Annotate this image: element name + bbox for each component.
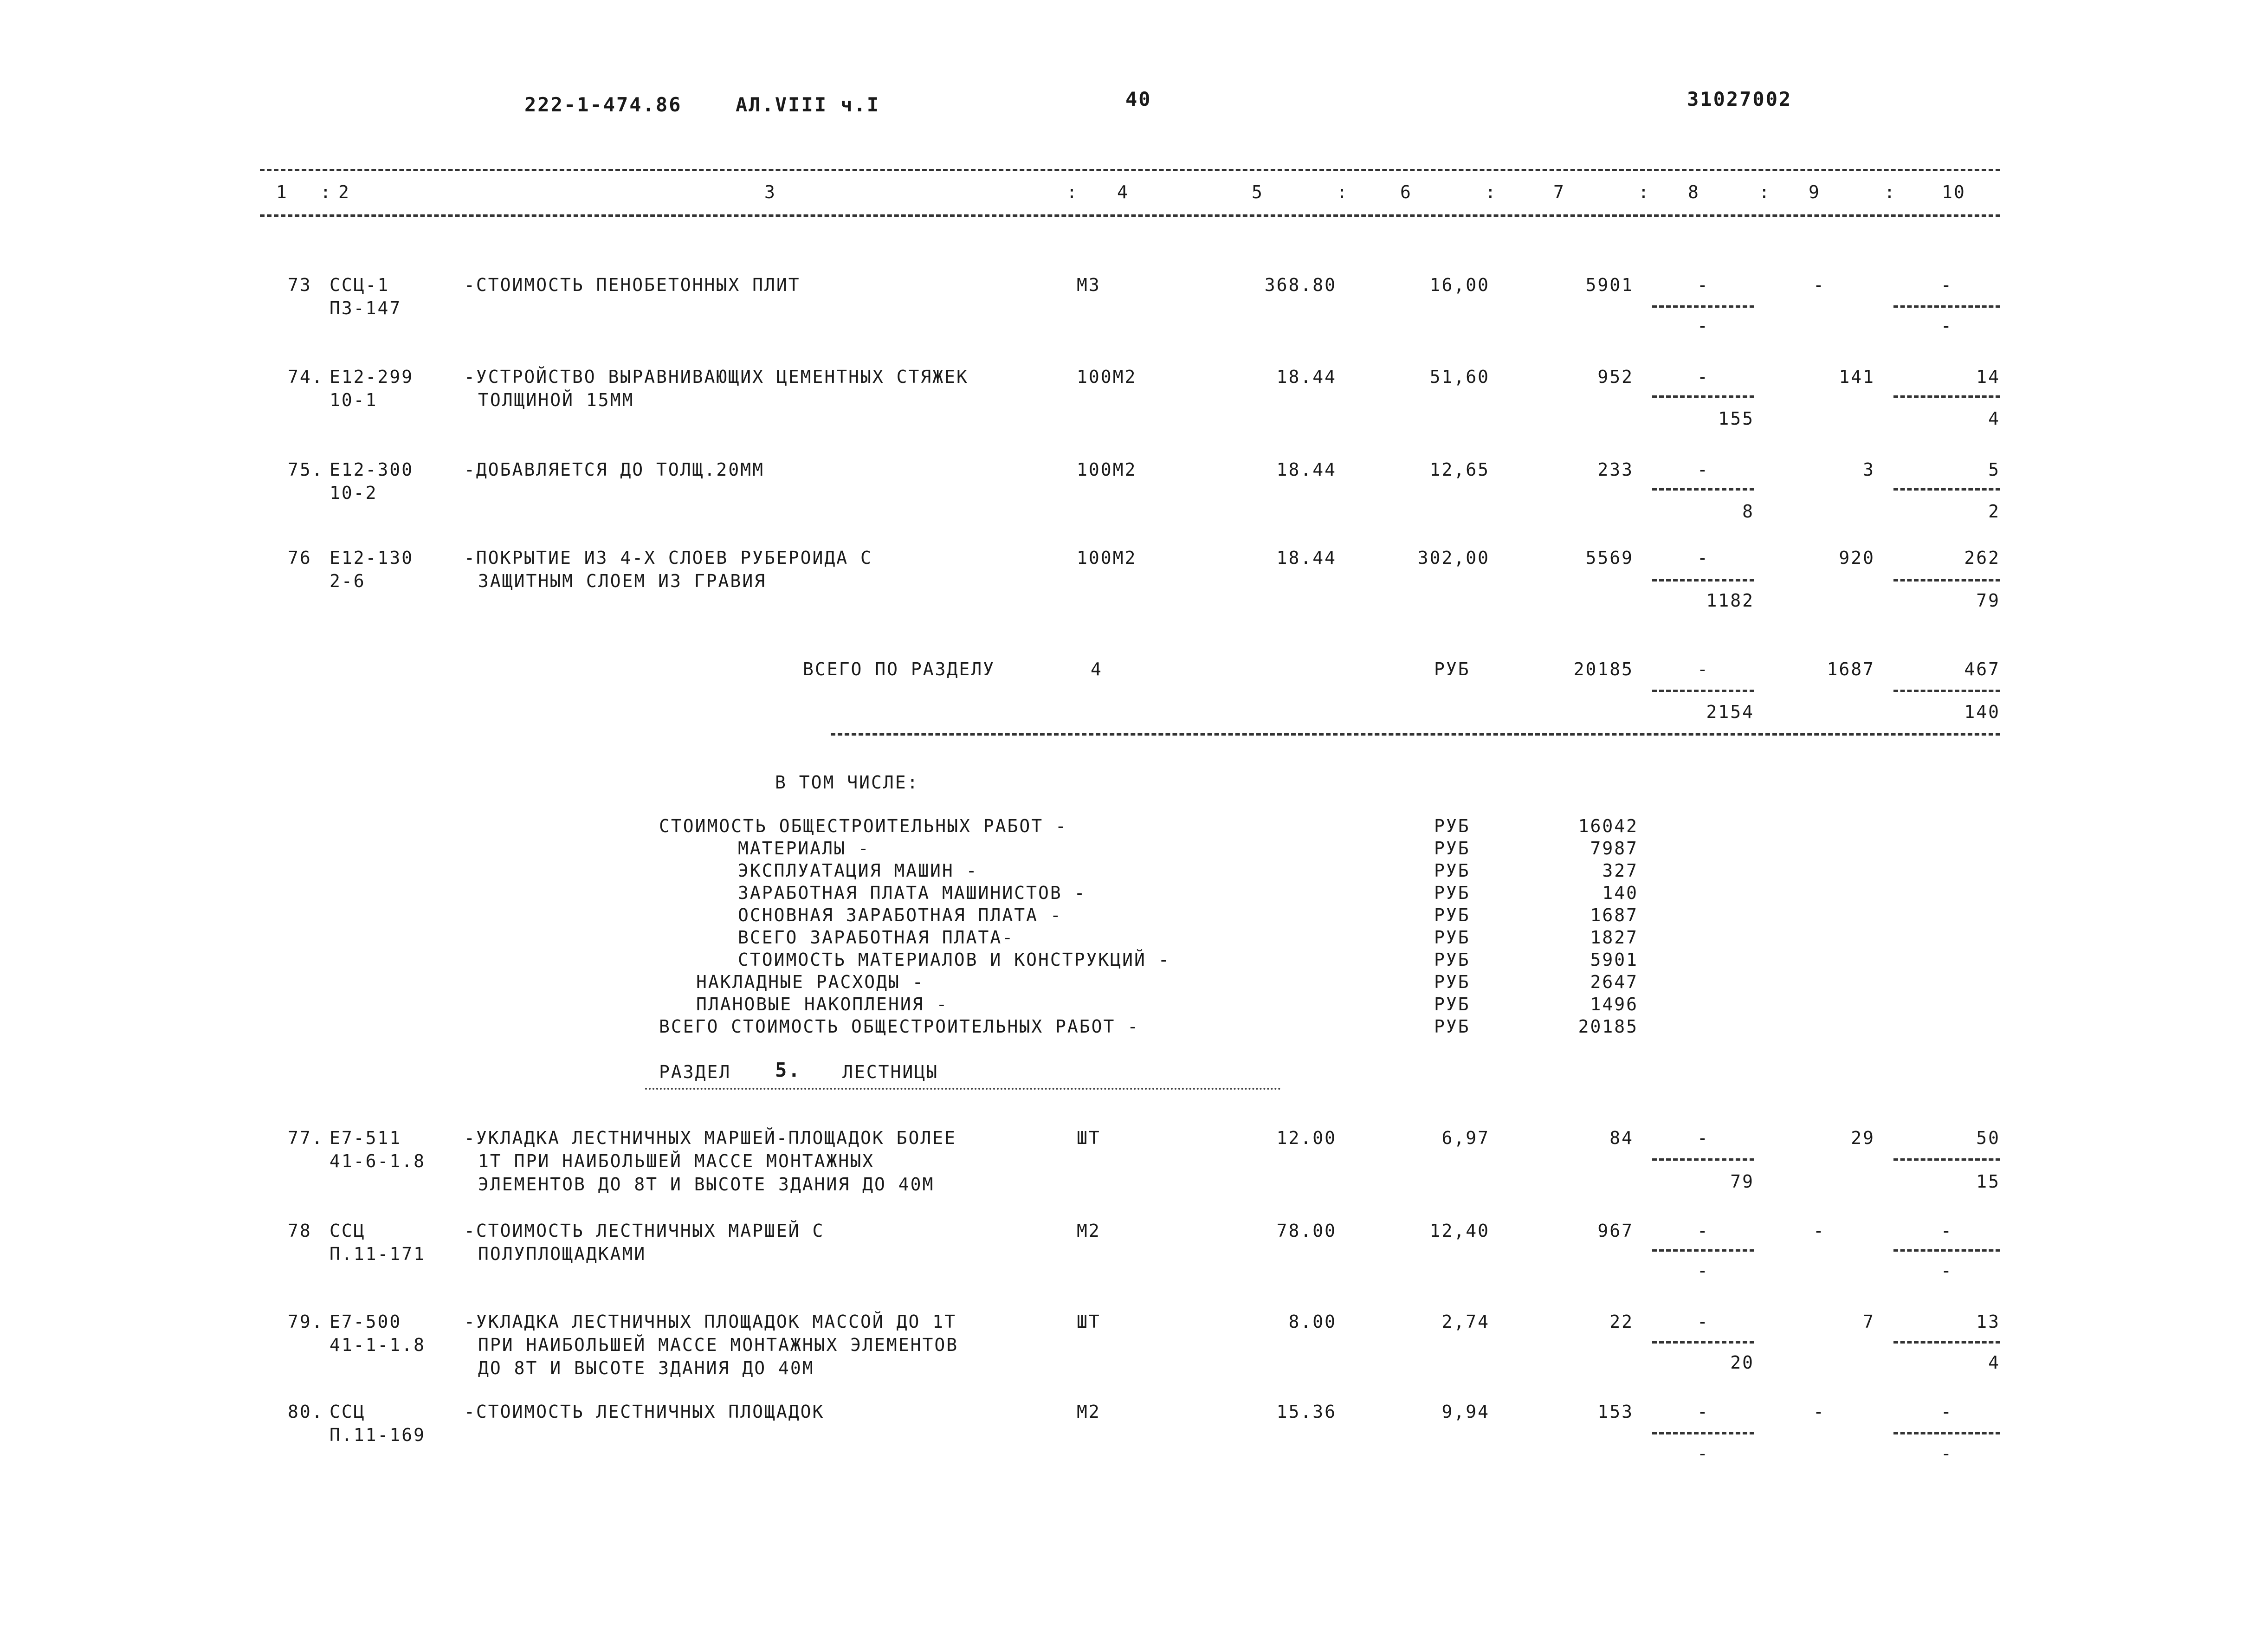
col-header-1: 1 bbox=[276, 182, 288, 202]
breakdown-value: 16042 bbox=[1578, 816, 1638, 836]
row-number: 79. bbox=[288, 1311, 324, 1332]
row-unit: М2 bbox=[1077, 1402, 1101, 1422]
row-code: Е12-299 bbox=[330, 367, 414, 387]
row-description: -УКЛАДКА ЛЕСТНИЧНЫХ МАРШЕЙ-ПЛОЩАДОК БОЛЕЕ bbox=[464, 1128, 956, 1148]
row-col10-bottom: 15 bbox=[1976, 1171, 2000, 1192]
col-header-7: 7 bbox=[1553, 182, 1565, 202]
row-quantity: 78.00 bbox=[1276, 1221, 1337, 1241]
row-col9: 3 bbox=[1863, 459, 1875, 480]
row-col9: 29 bbox=[1851, 1128, 1875, 1148]
row-col10-top: - bbox=[1941, 1402, 1953, 1422]
row-code: ССЦ-1 bbox=[330, 275, 390, 295]
row-quantity: 12.00 bbox=[1276, 1128, 1337, 1148]
breakdown-label: СТОИМОСТЬ ОБЩЕСТРОИТЕЛЬНЫХ РАБОТ - bbox=[659, 816, 1067, 836]
row-col8-bottom: - bbox=[1697, 1260, 1709, 1281]
row-col8-top: - bbox=[1697, 1311, 1709, 1332]
col-header-2: 2 bbox=[338, 182, 350, 202]
row-number: 74. bbox=[288, 367, 324, 387]
row-description-line2: ТОЛЩИНОЙ 15ММ bbox=[478, 390, 634, 410]
row-total: 967 bbox=[1597, 1221, 1634, 1241]
cell-divider bbox=[1893, 1158, 2000, 1161]
row-col10-bottom: 2 bbox=[1988, 501, 2000, 522]
row-col8-bottom: 79 bbox=[1730, 1171, 1754, 1192]
row-code: Е7-500 bbox=[330, 1311, 402, 1332]
row-quantity: 18.44 bbox=[1276, 548, 1337, 568]
cell-divider bbox=[1652, 488, 1754, 491]
col-separator: : bbox=[1337, 182, 1349, 202]
row-total: 22 bbox=[1609, 1311, 1634, 1332]
row-quantity: 18.44 bbox=[1276, 367, 1337, 387]
breakdown-unit: РУБ bbox=[1434, 972, 1470, 992]
breakdown-value: 1687 bbox=[1590, 905, 1638, 925]
row-code: Е7-511 bbox=[330, 1128, 402, 1148]
col-header-8: 8 bbox=[1688, 182, 1700, 202]
row-description: -УСТРОЙСТВО ВЫРАВНИВАЮЩИХ ЦЕМЕНТНЫХ СТЯЖЕК bbox=[464, 367, 969, 387]
section-total-number: 4 bbox=[1091, 659, 1103, 679]
row-unit-price: 6,97 bbox=[1441, 1128, 1490, 1148]
breakdown-label: НАКЛАДНЫЕ РАСХОДЫ - bbox=[696, 972, 924, 992]
row-description-line2: 1Т ПРИ НАИБОЛЬШЕЙ МАССЕ МОНТАЖНЫХ bbox=[478, 1151, 874, 1171]
row-description-line2: ЗАЩИТНЫМ СЛОЕМ ИЗ ГРАВИЯ bbox=[478, 571, 767, 591]
row-description: -СТОИМОСТЬ ПЕНОБЕТОННЫХ ПЛИТ bbox=[464, 275, 801, 295]
col-header-10: 10 bbox=[1942, 182, 1966, 202]
row-number: 76 bbox=[288, 548, 312, 568]
row-code: Е12-300 bbox=[330, 459, 414, 480]
row-total: 5569 bbox=[1585, 548, 1634, 568]
breakdown-unit: РУБ bbox=[1434, 927, 1470, 948]
section-heading-underline bbox=[645, 1088, 1281, 1090]
cell-divider bbox=[1893, 395, 2000, 398]
breakdown-label: СТОИМОСТЬ МАТЕРИАЛОВ И КОНСТРУКЦИЙ - bbox=[738, 950, 1170, 970]
row-col8-bottom: - bbox=[1697, 1443, 1709, 1464]
row-unit-price: 12,40 bbox=[1429, 1221, 1490, 1241]
cell-divider bbox=[1893, 1249, 2000, 1252]
cell-divider bbox=[1652, 579, 1754, 581]
col-header-4: 4 bbox=[1117, 182, 1129, 202]
breakdown-unit: РУБ bbox=[1434, 860, 1470, 881]
cell-divider bbox=[1893, 690, 2000, 692]
row-description: -ПОКРЫТИЕ ИЗ 4-Х СЛОЕВ РУБЕРОИДА С bbox=[464, 548, 872, 568]
row-col9: 920 bbox=[1839, 548, 1875, 568]
row-quantity: 15.36 bbox=[1276, 1402, 1337, 1422]
row-number: 75. bbox=[288, 459, 324, 480]
row-quantity: 18.44 bbox=[1276, 459, 1337, 480]
row-unit: ШТ bbox=[1077, 1128, 1101, 1148]
row-code-sub: ПЗ-147 bbox=[330, 298, 402, 318]
page-number: 40 bbox=[1125, 88, 1152, 110]
cell-divider bbox=[1652, 1158, 1754, 1161]
breakdown-label: МАТЕРИАЛЫ - bbox=[738, 838, 870, 859]
including-label: В ТОМ ЧИСЛЕ: bbox=[775, 772, 919, 793]
row-number: 80. bbox=[288, 1402, 324, 1422]
row-code-sub: 10-2 bbox=[330, 483, 378, 503]
row-unit-price: 9,94 bbox=[1441, 1402, 1490, 1422]
row-col10-top: 262 bbox=[1964, 548, 2000, 568]
breakdown-unit: РУБ bbox=[1434, 838, 1470, 859]
breakdown-label: ЗАРАБОТНАЯ ПЛАТА МАШИНИСТОВ - bbox=[738, 883, 1086, 903]
row-code-sub: П.11-169 bbox=[330, 1425, 426, 1445]
row-code: Е12-130 bbox=[330, 548, 414, 568]
row-unit: М3 bbox=[1077, 275, 1101, 295]
row-col10-top: - bbox=[1941, 275, 1953, 295]
breakdown-unit: РУБ bbox=[1434, 883, 1470, 903]
row-code-sub: 10-1 bbox=[330, 390, 378, 410]
row-description: -УКЛАДКА ЛЕСТНИЧНЫХ ПЛОЩАДОК МАССОЙ ДО 1Т bbox=[464, 1311, 956, 1332]
breakdown-value: 327 bbox=[1602, 860, 1638, 881]
row-number: 73 bbox=[288, 275, 312, 295]
breakdown-value: 1496 bbox=[1590, 994, 1638, 1014]
row-col10-top: 14 bbox=[1976, 367, 2000, 387]
section-heading-title: ЛЕСТНИЦЫ bbox=[842, 1062, 939, 1082]
col-separator: : bbox=[1066, 182, 1079, 202]
row-number: 78 bbox=[288, 1221, 312, 1241]
row-description-line3: ЭЛЕМЕНТОВ ДО 8Т И ВЫСОТЕ ЗДАНИЯ ДО 40М bbox=[478, 1174, 935, 1195]
row-unit-price: 302,00 bbox=[1417, 548, 1490, 568]
cell-divider bbox=[1893, 579, 2000, 581]
row-col10-top: 5 bbox=[1988, 459, 2000, 480]
breakdown-label: ВСЕГО ЗАРАБОТНАЯ ПЛАТА- bbox=[738, 927, 1014, 948]
row-unit-price: 12,65 bbox=[1429, 459, 1490, 480]
breakdown-unit: РУБ bbox=[1434, 994, 1470, 1014]
breakdown-value: 20185 bbox=[1578, 1016, 1638, 1037]
section-total-label: ВСЕГО ПО РАЗДЕЛУ bbox=[803, 659, 995, 679]
row-col8-top: - bbox=[1697, 367, 1709, 387]
row-col10-bottom: 4 bbox=[1988, 408, 2000, 429]
cell-divider bbox=[1652, 1249, 1754, 1252]
section-total-col8-bottom: 2154 bbox=[1706, 702, 1754, 722]
breakdown-unit: РУБ bbox=[1434, 950, 1470, 970]
album-label: АЛ.VIII ч.I bbox=[736, 93, 880, 116]
row-code: ССЦ bbox=[330, 1221, 366, 1241]
row-col10-top: 13 bbox=[1976, 1311, 2000, 1332]
breakdown-unit: РУБ bbox=[1434, 816, 1470, 836]
row-code: ССЦ bbox=[330, 1402, 366, 1422]
breakdown-value: 2647 bbox=[1590, 972, 1638, 992]
row-unit: 100М2 bbox=[1077, 548, 1137, 568]
row-quantity: 368.80 bbox=[1264, 275, 1337, 295]
row-unit-price: 16,00 bbox=[1429, 275, 1490, 295]
row-col8-bottom: 8 bbox=[1742, 501, 1754, 522]
section-total-sum: 20185 bbox=[1573, 659, 1634, 679]
row-code-sub: П.11-171 bbox=[330, 1244, 426, 1264]
row-description-line3: ДО 8Т И ВЫСОТЕ ЗДАНИЯ ДО 40М bbox=[478, 1358, 814, 1378]
breakdown-label: ПЛАНОВЫЕ НАКОПЛЕНИЯ - bbox=[696, 994, 949, 1014]
section-total-col10-top: 467 bbox=[1964, 659, 2000, 679]
breakdown-value: 1827 bbox=[1590, 927, 1638, 948]
row-code-sub: 2-6 bbox=[330, 571, 366, 591]
cell-divider bbox=[1652, 305, 1754, 308]
row-description: -СТОИМОСТЬ ЛЕСТНИЧНЫХ ПЛОЩАДОК bbox=[464, 1402, 825, 1422]
cell-divider bbox=[1652, 690, 1754, 692]
row-unit: М2 bbox=[1077, 1221, 1101, 1241]
row-description-line2: ПРИ НАИБОЛЬШЕЙ МАССЕ МОНТАЖНЫХ ЭЛЕМЕНТОВ bbox=[478, 1335, 959, 1355]
col-separator: : bbox=[1638, 182, 1650, 202]
row-col8-top: - bbox=[1697, 1128, 1709, 1148]
row-col9: 141 bbox=[1839, 367, 1875, 387]
section-total-col8-top: - bbox=[1697, 659, 1709, 679]
row-description: -ДОБАВЛЯЕТСЯ ДО ТОЛЩ.20ММ bbox=[464, 459, 764, 480]
section-heading-label: РАЗДЕЛ bbox=[659, 1062, 731, 1082]
breakdown-label: ОСНОВНАЯ ЗАРАБОТНАЯ ПЛАТА - bbox=[738, 905, 1062, 925]
breakdown-unit: РУБ bbox=[1434, 1016, 1470, 1037]
section-total-unit: РУБ bbox=[1434, 659, 1470, 679]
section-total-rule bbox=[831, 733, 2000, 736]
document-code: 222-1-474.86 bbox=[524, 93, 682, 116]
row-col10-bottom: - bbox=[1941, 1443, 1953, 1464]
breakdown-label: ЭКСПЛУАТАЦИЯ МАШИН - bbox=[738, 860, 978, 881]
row-col8-top: - bbox=[1697, 275, 1709, 295]
cell-divider bbox=[1893, 488, 2000, 491]
row-col10-top: - bbox=[1941, 1221, 1953, 1241]
breakdown-value: 7987 bbox=[1590, 838, 1638, 859]
col-header-9: 9 bbox=[1809, 182, 1821, 202]
row-total: 952 bbox=[1597, 367, 1634, 387]
col-separator: : bbox=[1485, 182, 1497, 202]
row-code-sub: 41-1-1.8 bbox=[330, 1335, 426, 1355]
row-unit: 100М2 bbox=[1077, 367, 1137, 387]
col-header-6: 6 bbox=[1400, 182, 1412, 202]
row-quantity: 8.00 bbox=[1288, 1311, 1337, 1332]
row-unit: 100М2 bbox=[1077, 459, 1137, 480]
row-col9: - bbox=[1813, 1402, 1825, 1422]
row-unit: ШТ bbox=[1077, 1311, 1101, 1332]
row-number: 77. bbox=[288, 1128, 324, 1148]
row-col8-bottom: 20 bbox=[1730, 1352, 1754, 1373]
section-heading-number: 5. bbox=[775, 1059, 801, 1081]
row-total: 5901 bbox=[1585, 275, 1634, 295]
row-col10-bottom: 79 bbox=[1976, 590, 2000, 611]
row-unit-price: 51,60 bbox=[1429, 367, 1490, 387]
cell-divider bbox=[1893, 305, 2000, 308]
table-header-rule bbox=[260, 214, 2000, 217]
row-col9: - bbox=[1813, 1221, 1825, 1241]
col-separator: : bbox=[1884, 182, 1896, 202]
row-col8-bottom: 1182 bbox=[1706, 590, 1754, 611]
row-col9: 7 bbox=[1863, 1311, 1875, 1332]
table-top-rule bbox=[260, 169, 2000, 171]
col-header-5: 5 bbox=[1252, 182, 1264, 202]
cell-divider bbox=[1652, 1341, 1754, 1344]
breakdown-value: 140 bbox=[1602, 883, 1638, 903]
row-total: 233 bbox=[1597, 459, 1634, 480]
row-description: -СТОИМОСТЬ ЛЕСТНИЧНЫХ МАРШЕЙ С bbox=[464, 1221, 825, 1241]
row-description-line2: ПОЛУПЛОЩАДКАМИ bbox=[478, 1244, 646, 1264]
breakdown-unit: РУБ bbox=[1434, 905, 1470, 925]
row-col10-bottom: 4 bbox=[1988, 1352, 2000, 1373]
breakdown-value: 5901 bbox=[1590, 950, 1638, 970]
cell-divider bbox=[1652, 395, 1754, 398]
breakdown-label: ВСЕГО СТОИМОСТЬ ОБЩЕСТРОИТЕЛЬНЫХ РАБОТ - bbox=[659, 1016, 1140, 1037]
row-col8-top: - bbox=[1697, 1221, 1709, 1241]
row-code-sub: 41-6-1.8 bbox=[330, 1151, 426, 1171]
section-total-col9: 1687 bbox=[1827, 659, 1875, 679]
row-unit-price: 2,74 bbox=[1441, 1311, 1490, 1332]
document-number: 31027002 bbox=[1687, 88, 1792, 110]
row-total: 153 bbox=[1597, 1402, 1634, 1422]
col-separator: : bbox=[320, 182, 332, 202]
cell-divider bbox=[1893, 1341, 2000, 1344]
row-col10-bottom: - bbox=[1941, 316, 1953, 336]
row-col8-top: - bbox=[1697, 548, 1709, 568]
row-col8-bottom: 155 bbox=[1718, 408, 1754, 429]
row-col9: - bbox=[1813, 275, 1825, 295]
col-header-3: 3 bbox=[764, 182, 776, 202]
cell-divider bbox=[1893, 1432, 2000, 1434]
section-total-col10-bottom: 140 bbox=[1964, 702, 2000, 722]
col-separator: : bbox=[1759, 182, 1771, 202]
cell-divider bbox=[1652, 1432, 1754, 1434]
row-col8-top: - bbox=[1697, 1402, 1709, 1422]
row-col8-bottom: - bbox=[1697, 316, 1709, 336]
row-total: 84 bbox=[1609, 1128, 1634, 1148]
row-col10-top: 50 bbox=[1976, 1128, 2000, 1148]
row-col10-bottom: - bbox=[1941, 1260, 1953, 1281]
row-col8-top: - bbox=[1697, 459, 1709, 480]
